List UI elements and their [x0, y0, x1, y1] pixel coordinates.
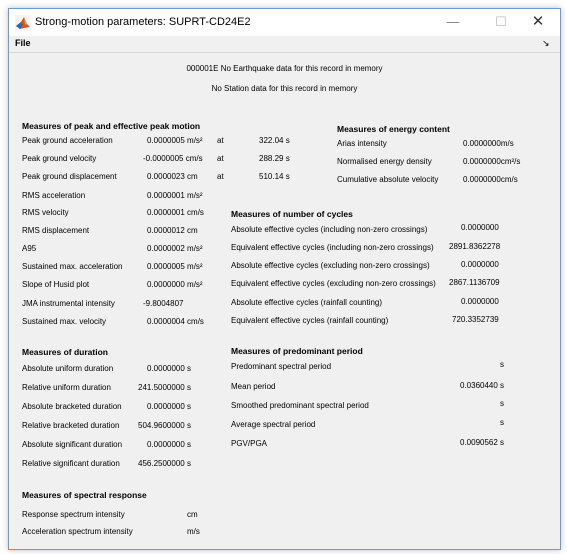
peak-row-value: 0.0000023 cm: [147, 172, 198, 181]
period-row-label: Predominant spectral period: [231, 362, 332, 371]
peak-row-time: 510.14 s: [259, 172, 290, 181]
cycles-row-value: 2891.8362278: [449, 242, 501, 251]
peak-row-label: A95: [22, 244, 37, 253]
peak-row-label: RMS displacement: [22, 226, 90, 235]
duration-title: Measures of duration: [22, 347, 108, 357]
matlab-icon: [15, 15, 31, 31]
duration-row-label: Absolute significant duration: [22, 440, 123, 449]
peak-row-value: 0.0000001 m/s²: [147, 191, 203, 200]
period-row-value: s: [500, 418, 504, 427]
duration-row-label: Absolute uniform duration: [22, 364, 114, 373]
cycles-row-value: 2867.1136709: [449, 278, 500, 287]
peak-row-label: Slope of Husid plot: [22, 280, 90, 289]
peak-row-at: at: [217, 172, 224, 181]
menu-bar: [9, 36, 560, 53]
cycles-title: Measures of number of cycles: [231, 209, 353, 219]
peak-row-label: JMA instrumental intensity: [22, 299, 115, 308]
peak-row-time: 288.29 s: [259, 154, 290, 163]
cycles-row-label: Absolute effective cycles (rainfall counting): [231, 298, 383, 307]
peak-row-value: -0.0000005 cm/s: [143, 154, 203, 163]
spectral-row-label: Response spectrum intensity: [22, 510, 125, 519]
window-title: Strong-motion parameters: SUPRT-CD24E2: [35, 16, 251, 28]
peak-motion-title: Measures of peak and effective peak motion: [22, 121, 201, 131]
menu-file[interactable]: File: [15, 38, 31, 48]
cycles-row-label: Absolute effective cycles (excluding non-zero crossings): [231, 261, 430, 270]
cycles-row-value: 720.3352739: [452, 315, 499, 324]
peak-row-at: at: [217, 136, 224, 145]
energy-row-value: 0.0000000m/s: [463, 139, 514, 148]
peak-row-time: 322.04 s: [259, 136, 290, 145]
peak-row-value: 0.0000005 m/s²: [147, 136, 203, 145]
spectral-row-value: cm: [187, 510, 198, 519]
peak-row-label: RMS acceleration: [22, 191, 86, 200]
period-row-label: PGV/PGA: [231, 439, 268, 448]
duration-row-label: Relative uniform duration: [22, 383, 111, 392]
close-button[interactable]: ✕: [531, 13, 545, 30]
duration-row-value: 0.0000000 s: [147, 364, 192, 373]
period-row-label: Mean period: [231, 382, 276, 391]
earthquake-info: 000001E No Earthquake data for this record in memory: [186, 64, 383, 73]
peak-row-at: at: [217, 154, 224, 163]
peak-row-label: Peak ground acceleration: [22, 136, 113, 145]
peak-row-label: Sustained max. acceleration: [22, 262, 123, 271]
minimize-button[interactable]: —: [446, 14, 460, 29]
maximize-button[interactable]: ☐: [495, 14, 507, 29]
duration-row-value: 0.0000000 s: [147, 402, 192, 411]
energy-content-title: Measures of energy content: [337, 124, 450, 134]
duration-row-value: 456.2500000 s: [138, 459, 191, 468]
period-row-value: 0.0090562 s: [460, 438, 505, 447]
duration-row-label: Relative significant duration: [22, 459, 120, 468]
energy-row-label: Arias intensity: [337, 139, 387, 148]
energy-row-value: 0.0000000cm²/s: [463, 157, 521, 166]
cycles-row-label: Equivalent effective cycles (including non-zero crossings): [231, 243, 434, 252]
cycles-row-label: Absolute effective cycles (including non-zero crossings): [231, 225, 428, 234]
peak-row-value: 0.0000002 m/s²: [147, 244, 203, 253]
content-area: [9, 53, 560, 549]
duration-row-label: Relative bracketed duration: [22, 421, 120, 430]
station-info: No Station data for this record in memory: [211, 84, 358, 93]
spectral-row-label: Acceleration spectrum intensity: [22, 527, 133, 536]
peak-row-value: 0.0000004 cm/s: [147, 317, 204, 326]
period-row-value: s: [500, 399, 504, 408]
cycles-row-value: 0.0000000: [461, 260, 499, 269]
period-row-value: 0.0360440 s: [460, 381, 505, 390]
cycles-row-label: Equivalent effective cycles (rainfall counting): [231, 316, 389, 325]
peak-row-label: Sustained max. velocity: [22, 317, 107, 326]
period-row-label: Smoothed predominant spectral period: [231, 401, 369, 410]
duration-row-value: 504.9600000 s: [138, 421, 191, 430]
peak-row-label: Peak ground velocity: [22, 154, 97, 163]
period-row-label: Average spectral period: [231, 420, 316, 429]
energy-row-value: 0.0000000cm/s: [463, 175, 518, 184]
duration-row-label: Absolute bracketed duration: [22, 402, 122, 411]
peak-row-label: RMS velocity: [22, 208, 69, 217]
peak-row-value: -9.8004807: [143, 299, 184, 308]
peak-row-value: 0.0000000 m/s²: [147, 280, 203, 289]
title-bar[interactable]: [9, 9, 560, 36]
energy-row-label: Cumulative absolute velocity: [337, 175, 439, 184]
spectral-title: Measures of spectral response: [22, 490, 147, 500]
cycles-row-value: 0.0000000: [461, 223, 499, 232]
parameters-window: [8, 8, 561, 550]
peak-row-value: 0.0000012 cm: [147, 226, 198, 235]
spectral-row-value: m/s: [187, 527, 200, 536]
period-title: Measures of predominant period: [231, 346, 363, 356]
peak-row-value: 0.0000005 m/s²: [147, 262, 203, 271]
cycles-row-value: 0.0000000: [461, 297, 499, 306]
cycles-row-label: Equivalent effective cycles (excluding non-zero crossings): [231, 279, 436, 288]
energy-row-label: Normalised energy density: [337, 157, 432, 166]
dock-arrow-icon[interactable]: ↘: [542, 38, 550, 48]
peak-row-label: Peak ground displacement: [22, 172, 117, 181]
peak-row-value: 0.0000001 cm/s: [147, 208, 204, 217]
duration-row-value: 0.0000000 s: [147, 440, 192, 449]
duration-row-value: 241.5000000 s: [138, 383, 191, 392]
period-row-value: s: [500, 360, 504, 369]
